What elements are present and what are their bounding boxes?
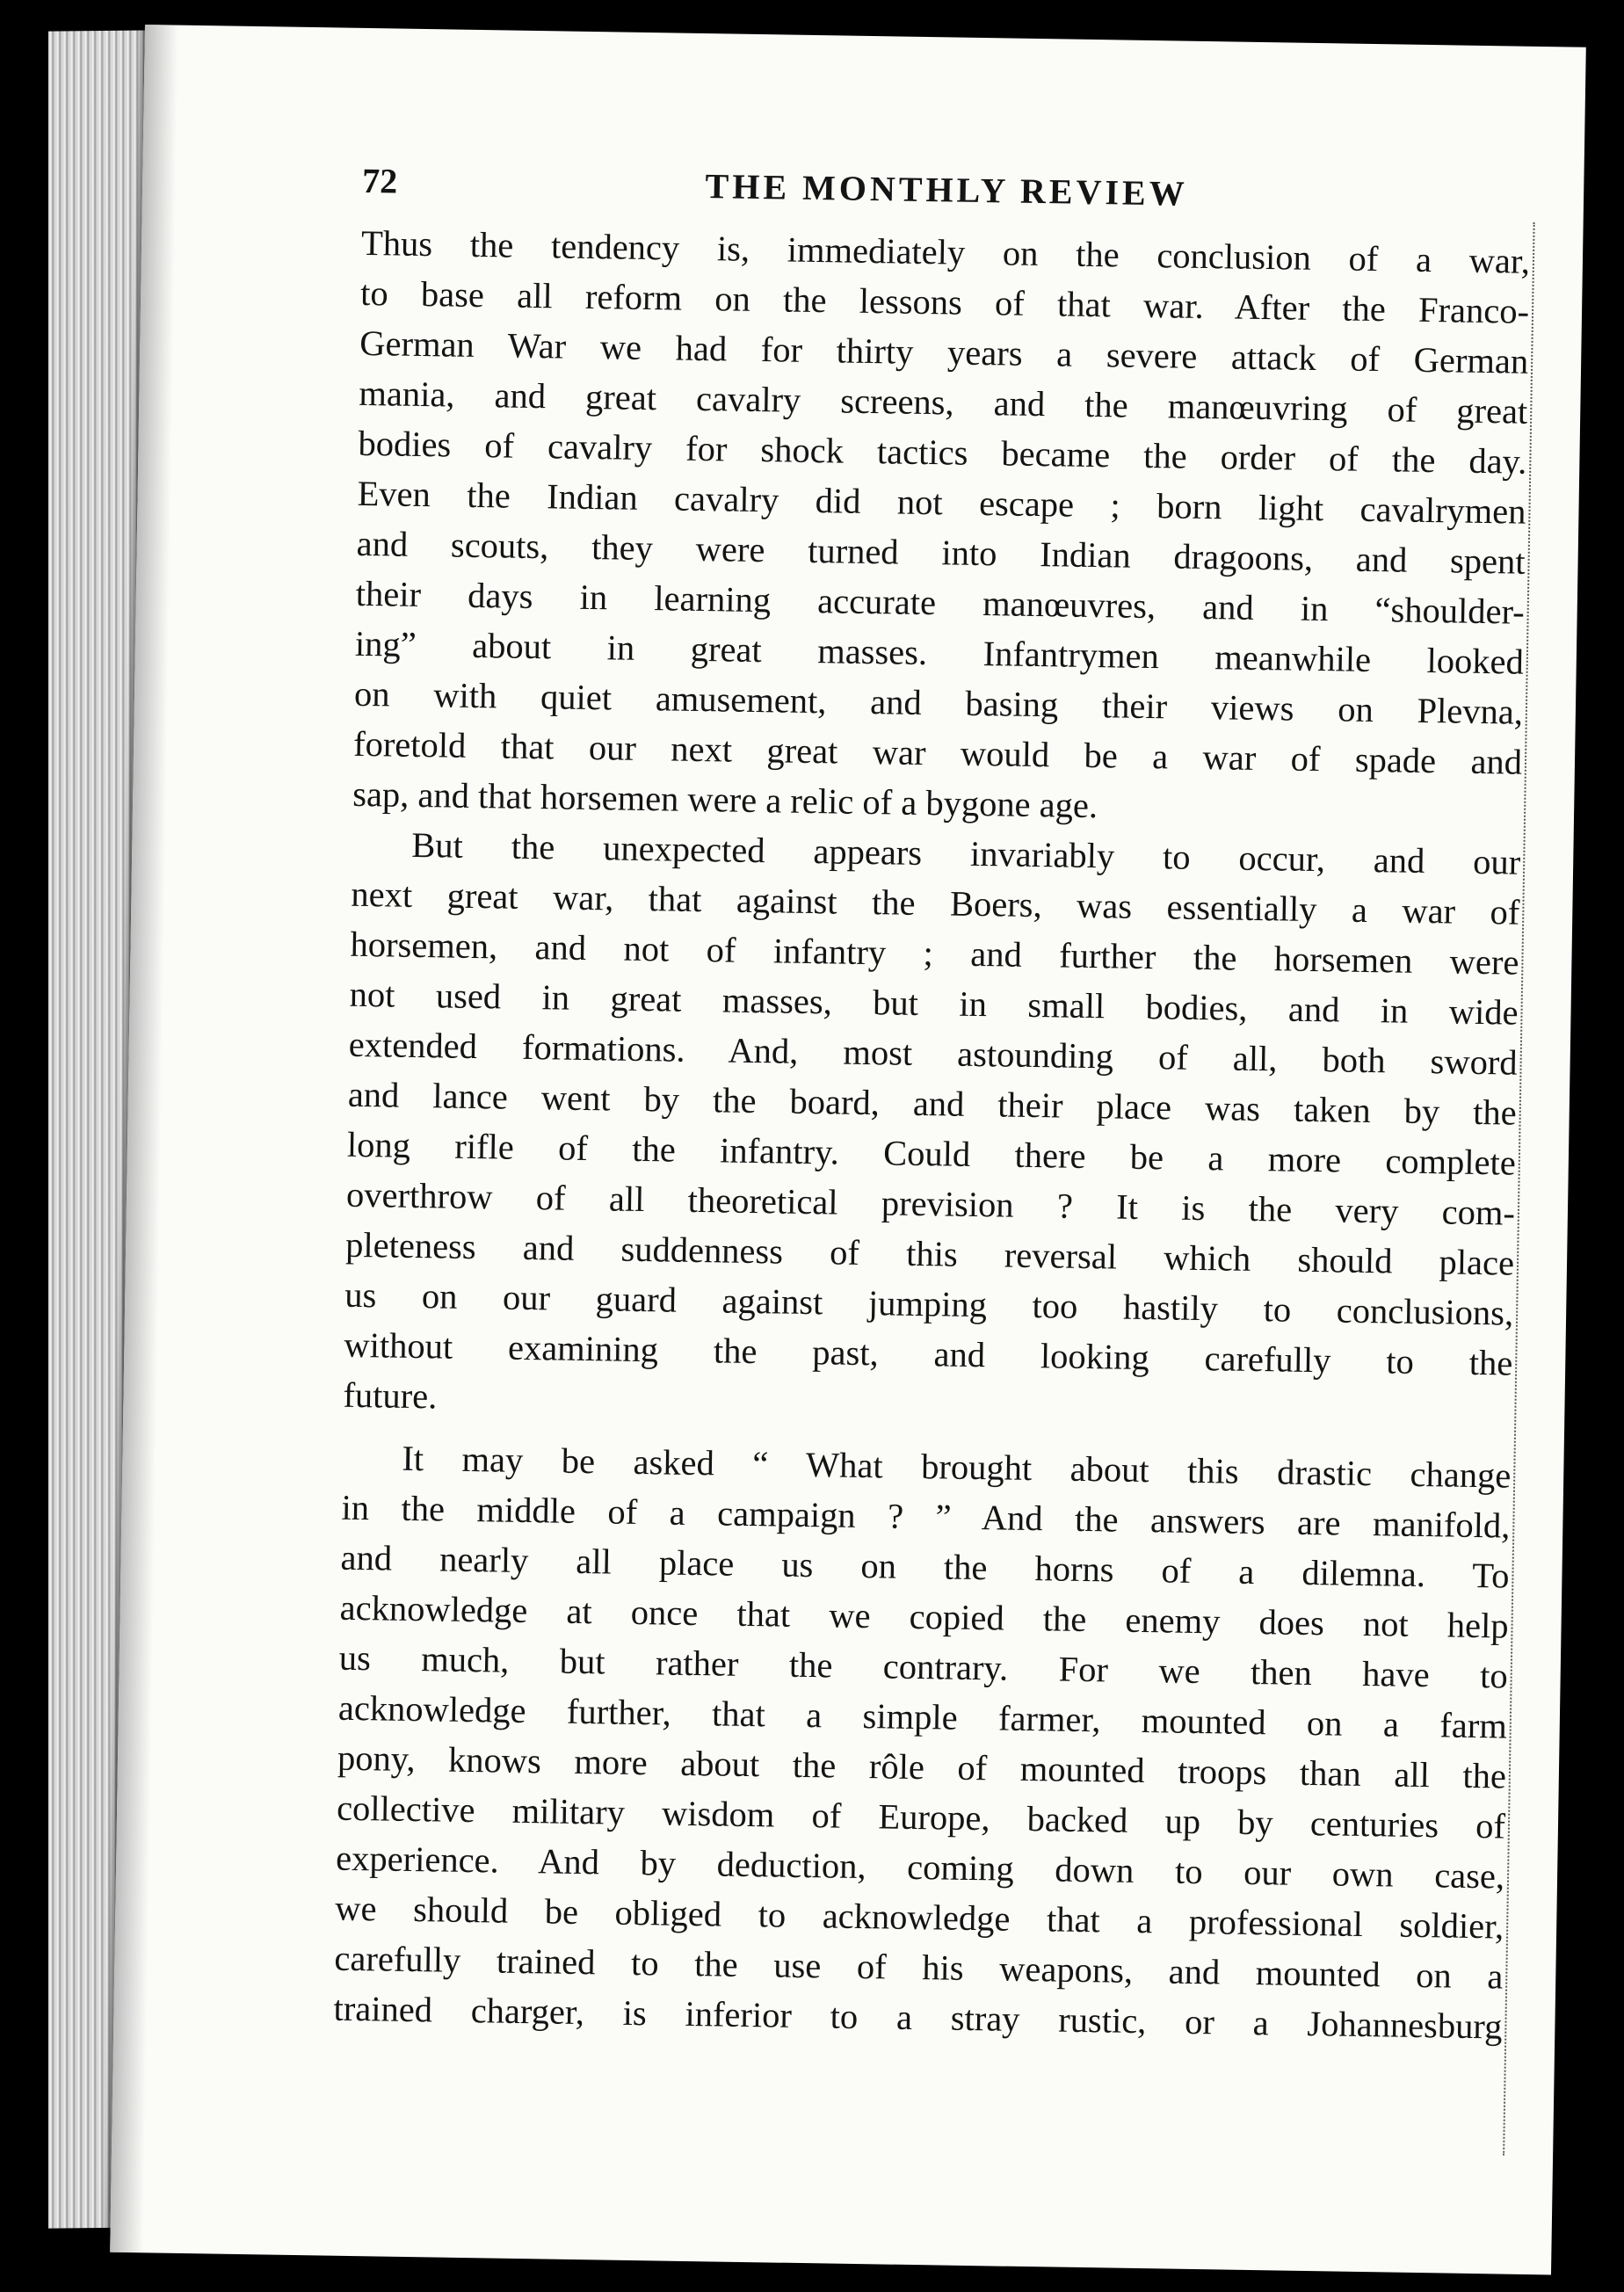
text-line: extended formations. And, most astounding of all, both sword: [348, 1024, 1518, 1083]
text-line: and lance went by the board, and their place was taken by the: [347, 1074, 1518, 1133]
text-line: their days in learning accurate manœuvres, and in “shoulder-: [355, 573, 1526, 632]
text-block: [333, 160, 1531, 2052]
text-line: bodies of cavalry for shock tactics became the order of the day.: [358, 423, 1527, 482]
text-line: Thus the tendency is, immediately on the conclusion of a war,: [360, 222, 1531, 281]
text-line: future.: [343, 1374, 438, 1417]
paragraph-3: [333, 1432, 1512, 2052]
text-line: German War we had for thirty years a severe attack of German: [359, 323, 1529, 381]
text-line: acknowledge further, that a simple farmer, mounted on a farm: [337, 1687, 1508, 1746]
text-line: But the unexpected appears invariably to occur, and our: [411, 824, 1521, 882]
book-page: [110, 25, 1586, 2274]
page-number: 72: [361, 160, 398, 201]
text-line: horsemen, and not of infantry ; and further the horsemen were: [350, 924, 1519, 983]
text-line: to base all reform on the lessons of that war. After the Franco-: [359, 272, 1530, 331]
text-line: pleteness and suddenness of this reversal which should place: [344, 1224, 1515, 1283]
text-line: us on our guard against jumping too hastily to conclusions,: [344, 1274, 1514, 1333]
text-line: next great war, that against the Boers, was essentially a war of: [351, 874, 1520, 932]
text-line: we should be obliged to acknowledge that a professional soldier,: [335, 1888, 1504, 1947]
text-line: pony, knows more about the rôle of mounted troops than all the: [337, 1737, 1507, 1796]
text-line: in the middle of a campaign ? ” And the answers are manifold,: [341, 1487, 1511, 1546]
text-line: carefully trained to the use of his weapons, and mounted on a: [334, 1938, 1504, 1997]
text-line: foretold that our next great war would be a war of spade and: [352, 723, 1523, 782]
text-line: overthrow of all theoretical prevision ? It is the very com-: [345, 1174, 1516, 1233]
text-line: on with quiet amusement, and basing their views on Plevna,: [353, 673, 1524, 732]
paragraph-1: [352, 218, 1531, 838]
text-line: ing” about in great masses. Infantrymen meanwhile looked: [354, 623, 1525, 682]
text-line: sap, and that horsemen were a relic of a bygone age.: [352, 773, 1098, 826]
text-line: without examining the past, and looking carefully to the: [344, 1324, 1513, 1383]
text-line: long rifle of the infantry. Could there be a more complete: [346, 1124, 1517, 1183]
text-line: not used in great masses, but in small bodies, and in wide: [349, 974, 1519, 1033]
text-line: It may be asked “ What brought about this drastic change: [402, 1438, 1512, 1496]
paragraph-2: [343, 819, 1521, 1439]
running-head-title: THE MONTHLY REVIEW: [705, 166, 1189, 214]
text-line: collective military wisdom of Europe, backed up by centuries of: [336, 1788, 1506, 1846]
text-line: and scouts, they were turned into Indian dragoons, and spent: [356, 523, 1526, 582]
text-line: experience. And by deduction, coming down to our own case,: [335, 1838, 1505, 1897]
text-line: mania, and great cavalry screens, and the manœuvring of great: [359, 373, 1528, 432]
text-line: acknowledge at once that we copied the enemy does not help: [339, 1587, 1509, 1646]
text-line: Even the Indian cavalry did not escape ; born light cavalrymen: [357, 473, 1526, 532]
text-line: trained charger, is inferior to a stray rustic, or a Johannesburg: [333, 1988, 1503, 2047]
text-line: us much, but rather the contrary. For we then have to: [338, 1637, 1509, 1696]
text-line: and nearly all place us on the horns of a dilemna. To: [340, 1537, 1510, 1596]
